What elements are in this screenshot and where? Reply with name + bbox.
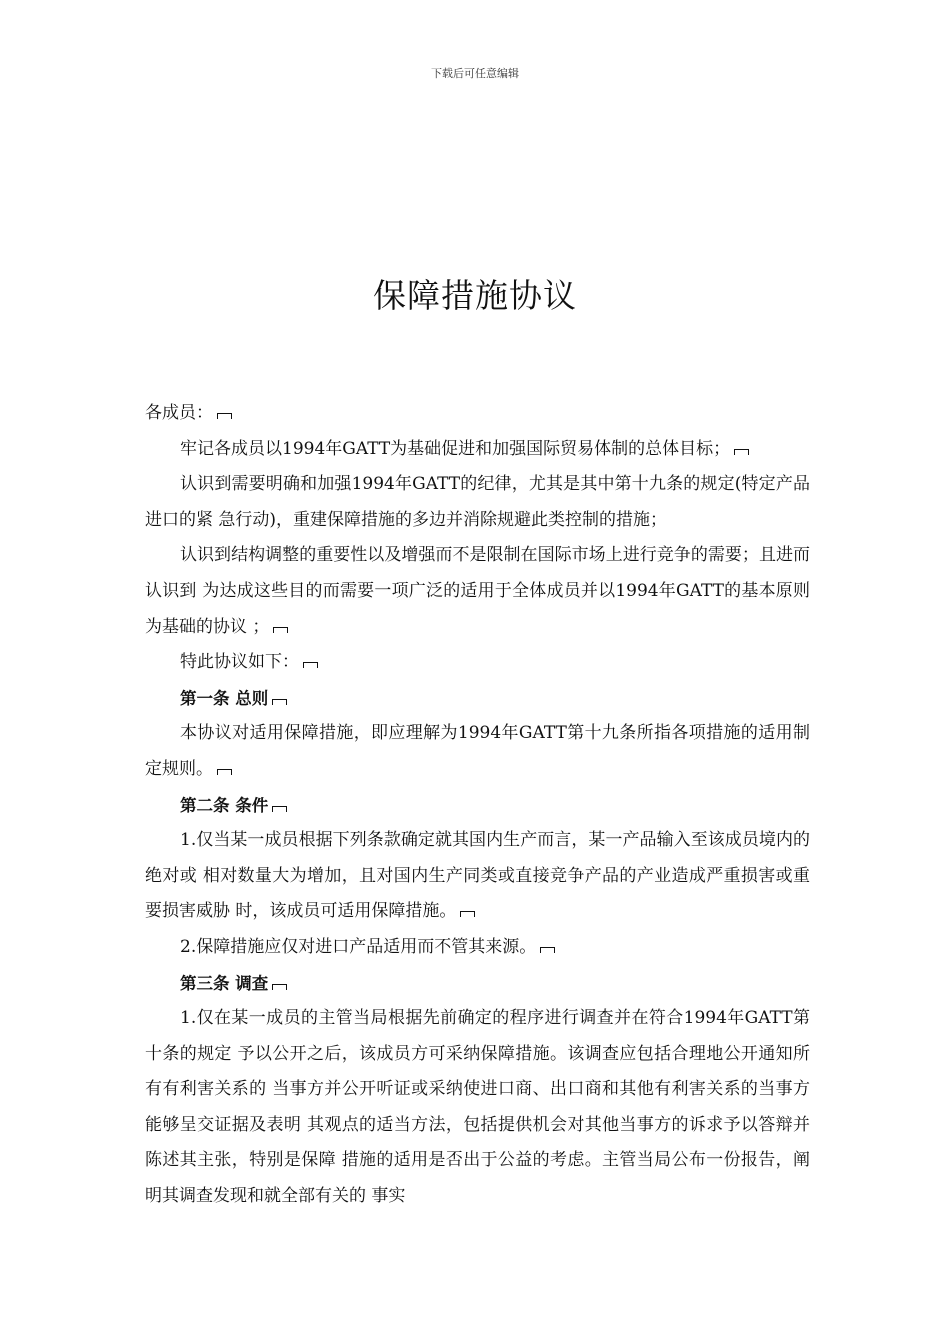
paragraph-mark-icon xyxy=(217,413,232,419)
paragraph-mark-icon xyxy=(273,627,288,633)
article-2-heading: 第二条 条件 xyxy=(145,788,810,824)
article-3-heading: 第三条 调查 xyxy=(145,966,810,1002)
paragraph-mark-icon xyxy=(303,662,318,668)
document-title: 保障措施协议 xyxy=(373,276,577,315)
paragraph-mark-icon xyxy=(272,984,287,990)
paragraph-mark-icon xyxy=(734,449,749,455)
article-2-clause-1: 1.仅当某一成员根据下列条款确定就其国内生产而言，某一产品输入至该成员境内的绝对或 相对数量大为增加，且对国内生产同类或直接竞争产品的产业造成严重损害或重要损害威胁 时，该成员可适用保障措施。 xyxy=(145,830,810,922)
paragraph-preamble-3: 认识到结构调整的重要性以及增强而不是限制在国际市场上进行竞争的需要；且进而认识到 为达成这些目的而需要一项广泛的适用于全体成员并以1994年GATT的基本原则为基础的协议 ； xyxy=(145,545,810,637)
paragraph-mark-icon xyxy=(217,769,232,775)
article-3-clause-1: 1.仅在某一成员的主管当局根据先前确定的程序进行调查并在符合1994年GATT第十条的规定 予以公开之后，该成员方可采纳保障措施。该调查应包括合理地公开通知所有有利害关系的 当事方并公开听证或采纳使进口商、出口商和其他有利害关系的当事方能够呈交证据及表明 其观点的适当方法，包括提供机会对其他当事方的诉求予以答辩并陈述其主张，特别是保障 措施的适用是否出于公益的考虑。主管当局公布一份报告，阐明其调查发现和就全部有关的 事实 xyxy=(145,1008,810,1207)
paragraph-mark-icon xyxy=(540,947,555,953)
paragraph-mark-icon xyxy=(460,911,475,917)
document-body xyxy=(145,396,810,1215)
paragraph-mark-icon xyxy=(272,806,287,812)
article-1-body: 本协议对适用保障措施，即应理解为1994年GATT第十九条所指各项措施的适用制定规则。 xyxy=(145,723,810,779)
paragraph-greeting: 各成员： xyxy=(145,396,810,432)
article-1-heading: 第一条 总则 xyxy=(145,681,810,717)
paragraph-mark-icon xyxy=(272,699,287,705)
paragraph-preamble-1: 牢记各成员以1994年GATT为基础促进和加强国际贸易体制的总体目标； xyxy=(145,432,810,468)
paragraph-agreement: 特此协议如下： xyxy=(145,645,810,681)
paragraph-preamble-2: 认识到需要明确和加强1994年GATT的纪律，尤其是其中第十九条的规定(特定产品进口的紧 急行动)，重建保障措施的多边并消除规避此类控制的措施； xyxy=(145,474,810,530)
article-2-clause-2: 2.保障措施应仅对进口产品适用而不管其来源。 xyxy=(145,930,810,966)
page-header: 下载后可任意编辑 xyxy=(431,67,519,80)
